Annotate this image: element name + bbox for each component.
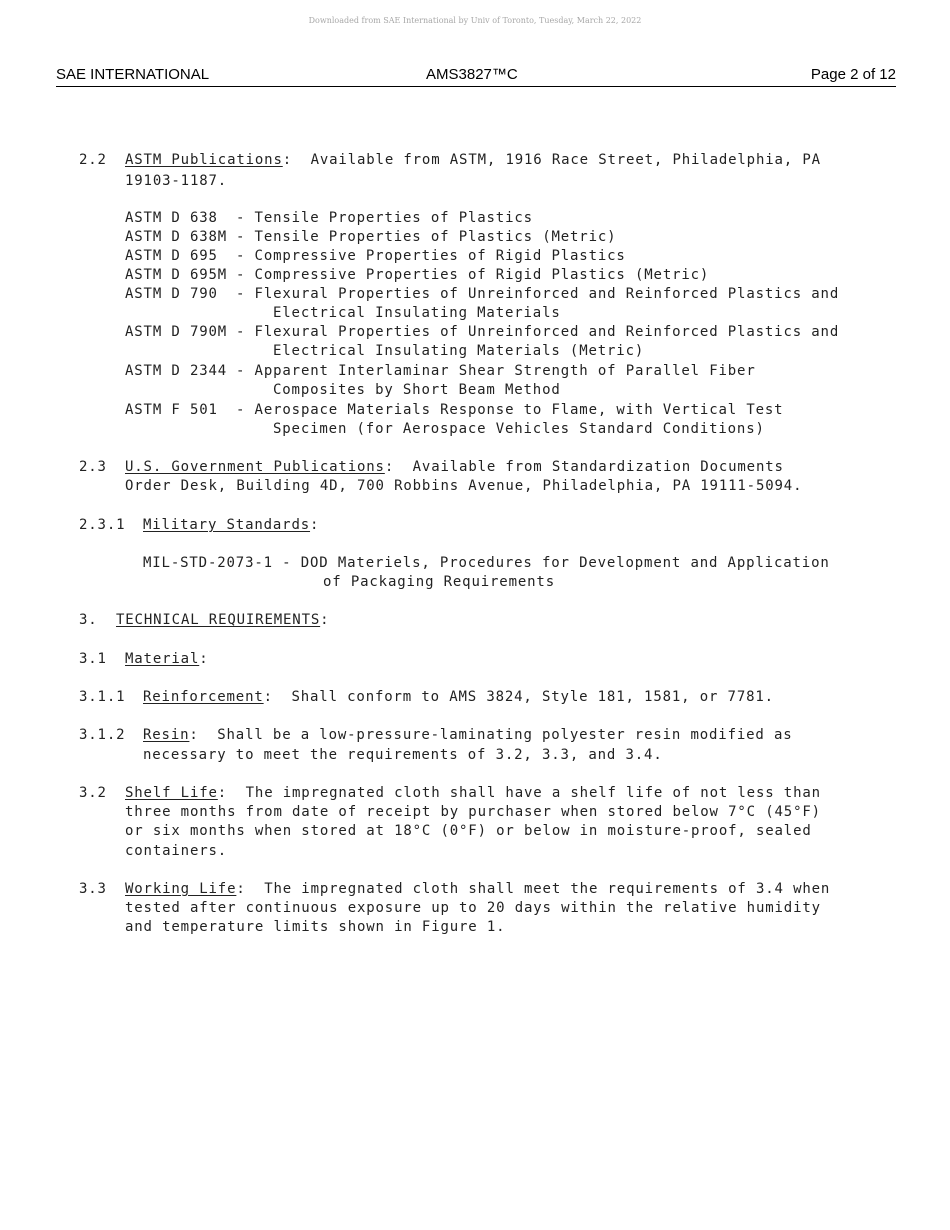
section-number: 2.2: [79, 152, 107, 168]
section-title-line: [116, 611, 329, 630]
section-number: 3.1.2: [79, 727, 126, 743]
section-text: three months from date of receipt by purchaser when stored below 7°C (45°F): [125, 804, 821, 820]
section-text: : The impregnated cloth shall meet the requirements of 3.4 when: [236, 881, 831, 897]
section-text: : Shall be a low-pressure-laminating polyester resin modified as: [189, 727, 793, 743]
reference-code: ASTM F 501: [125, 402, 228, 418]
section-title: Reinforcement: [143, 689, 264, 705]
section-number: 3.2: [79, 785, 107, 801]
section-number: 2.3.1: [79, 517, 126, 533]
section-title: ASTM Publications: [125, 152, 283, 168]
reference-code: ASTM D 638M: [125, 229, 228, 245]
reference-description: - Compressive Properties of Rigid Plastics (Metric): [236, 267, 710, 283]
section-text: or six months when stored at 18°C (0°F) or below in moisture-proof, sealed: [125, 823, 812, 839]
reference-description-continued: Electrical Insulating Materials: [273, 305, 561, 321]
section-colon: :: [320, 612, 330, 628]
section-number: 3.1: [79, 651, 107, 667]
section-title: Shelf Life: [125, 785, 218, 801]
section-number: 3.1.1: [79, 689, 126, 705]
section-text: necessary to meet the requirements of 3.2, 3.3, and 3.4.: [143, 747, 663, 763]
reference-code: ASTM D 790: [125, 286, 228, 302]
military-standard-reference: MIL-STD-2073-1 - DOD Materiels, Procedures for Development and Application: [143, 555, 830, 571]
section-title-line: [125, 880, 830, 899]
reference-description-continued: Electrical Insulating Materials (Metric): [273, 343, 645, 359]
section-text: : Available from Standardization Documents: [384, 459, 784, 475]
section-number: 2.3: [79, 459, 107, 475]
section-colon: :: [310, 517, 320, 533]
section-title: Resin: [143, 727, 190, 743]
section-title: Military Standards: [143, 517, 311, 533]
reference-description: - Apparent Interlaminar Shear Strength of Parallel Fiber: [236, 363, 756, 379]
section-number: 3.: [79, 612, 98, 628]
header-document-number: AMS3827™C: [426, 66, 518, 83]
reference-description-continued: Specimen (for Aerospace Vehicles Standard Conditions): [273, 421, 765, 437]
section-title: Working Life: [125, 881, 237, 897]
section-text: Order Desk, Building 4D, 700 Robbins Avenue, Philadelphia, PA 19111-5094.: [125, 478, 803, 494]
reference-description: - Tensile Properties of Plastics (Metric): [236, 229, 617, 245]
page-header: [56, 66, 896, 87]
section-title: U.S. Government Publications: [125, 459, 385, 475]
reference-description: - Tensile Properties of Plastics: [236, 210, 533, 226]
section-title-line: [125, 650, 209, 669]
reference-description-continued: Composites by Short Beam Method: [273, 382, 561, 398]
section-title-line: [125, 151, 821, 170]
section-title-line: [143, 516, 319, 535]
reference-code: ASTM D 2344: [125, 363, 228, 379]
section-title: TECHNICAL REQUIREMENTS: [116, 612, 321, 628]
section-title: Material: [125, 651, 200, 667]
section-text: : Available from ASTM, 1916 Race Street, Philadelphia, PA: [282, 152, 821, 168]
download-watermark: Downloaded from SAE International by Univ of Toronto, Tuesday, March 22, 2022: [308, 16, 642, 25]
section-title-line: [143, 726, 793, 745]
section-title-line: [143, 688, 774, 707]
section-text: 19103-1187.: [125, 173, 228, 189]
header-page-number: Page 2 of 12: [810, 66, 896, 83]
reference-description: - Aerospace Materials Response to Flame, with Vertical Test: [236, 402, 784, 418]
reference-description: - Compressive Properties of Rigid Plastics: [236, 248, 626, 264]
reference-description: - Flexural Properties of Unreinforced and Reinforced Plastics and: [236, 286, 840, 302]
header-organization: SAE INTERNATIONAL: [56, 66, 210, 83]
military-standard-reference-continued: of Packaging Requirements: [323, 574, 555, 590]
reference-code: ASTM D 790M: [125, 324, 228, 340]
section-title-line: [125, 458, 784, 477]
reference-code: ASTM D 695: [125, 248, 228, 264]
reference-description: - Flexural Properties of Unreinforced and Reinforced Plastics and: [236, 324, 840, 340]
reference-code: ASTM D 638: [125, 210, 228, 226]
section-text: and temperature limits shown in Figure 1.: [125, 919, 506, 935]
section-text: : The impregnated cloth shall have a shelf life of not less than: [217, 785, 821, 801]
section-text: containers.: [125, 843, 228, 859]
reference-code: ASTM D 695M: [125, 267, 228, 283]
section-text: tested after continuous exposure up to 20 days within the relative humidity: [125, 900, 821, 916]
section-text: : Shall conform to AMS 3824, Style 181, 1581, or 7781.: [263, 689, 774, 705]
section-colon: :: [199, 651, 209, 667]
section-number: 3.3: [79, 881, 107, 897]
section-title-line: [125, 784, 821, 803]
